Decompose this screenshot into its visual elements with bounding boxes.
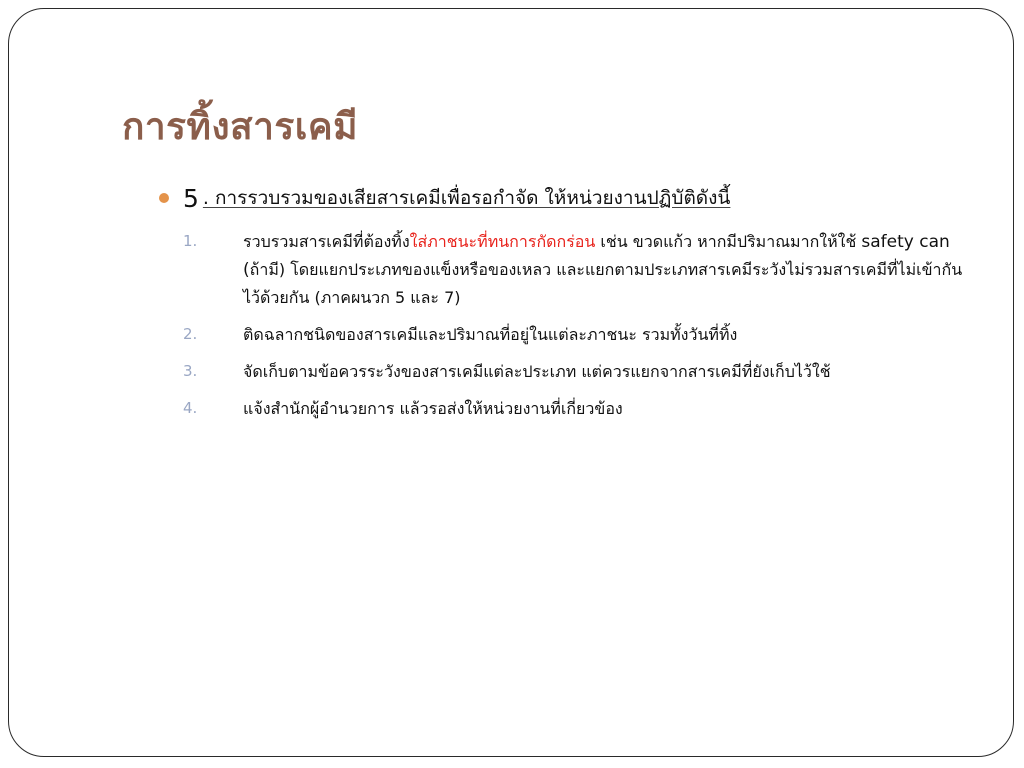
highlight-text: ใส่ภาชนะที่ทนการกัดกร่อน [409,232,596,251]
list-marker: 3. [183,362,198,380]
list-marker: 1. [183,232,198,250]
list-marker: 4. [183,399,198,417]
item-text-part: รวบรวมสารเคมีที่ต้องทิ้ง [243,232,410,251]
slide-frame [8,8,1014,757]
main-bullet [159,183,730,213]
list-item-text: ติดฉลากชนิดของสารเคมีและปริมาณที่อยู่ในแต่ละภาชนะ รวมทั้งวันที่ทิ้ง [243,325,738,344]
list-marker: 2. [183,325,198,343]
list-item-text: แจ้งสำนักผู้อำนวยการ แล้วรอส่งให้หน่วยงานที่เกี่ยวข้อง [243,399,623,418]
latin-text: safety can ( [243,232,950,280]
item-text-part: ถ้ามี) โดยแยกประเภทของแข็งหรือของเหลว และแยกตามประเภทสารเคมีระวังไม่รวมสารเคมีที่ไม่เข้ากันไว้ด้วยกัน (ภาคผนวก 5 และ 7) [243,260,963,307]
list-item [181,358,971,385]
list-item [181,321,971,348]
bullet-text: . การรวบรวมของเสียสารเคมีเพื่อรอกำจัด ให้หน่วยงานปฏิบัติดังนี้ [202,187,731,209]
list-item-text [243,228,971,311]
item-text-part: เช่น ขวดแก้ว หากมีปริมาณมากให้ใช้ [595,232,862,251]
list-item [181,228,971,311]
list-item-text: จัดเก็บตามข้อควรระวังของสารเคมีแต่ละประเภท แต่ควรแยกจากสารเคมีที่ยังเก็บไว้ใช้ [243,362,831,381]
list-item [181,395,971,422]
numbered-list [181,228,971,432]
slide-title: การทิ้งสารเคมี [122,105,359,148]
bullet-number: 5 [183,183,199,213]
bullet-dot-icon [159,193,169,203]
